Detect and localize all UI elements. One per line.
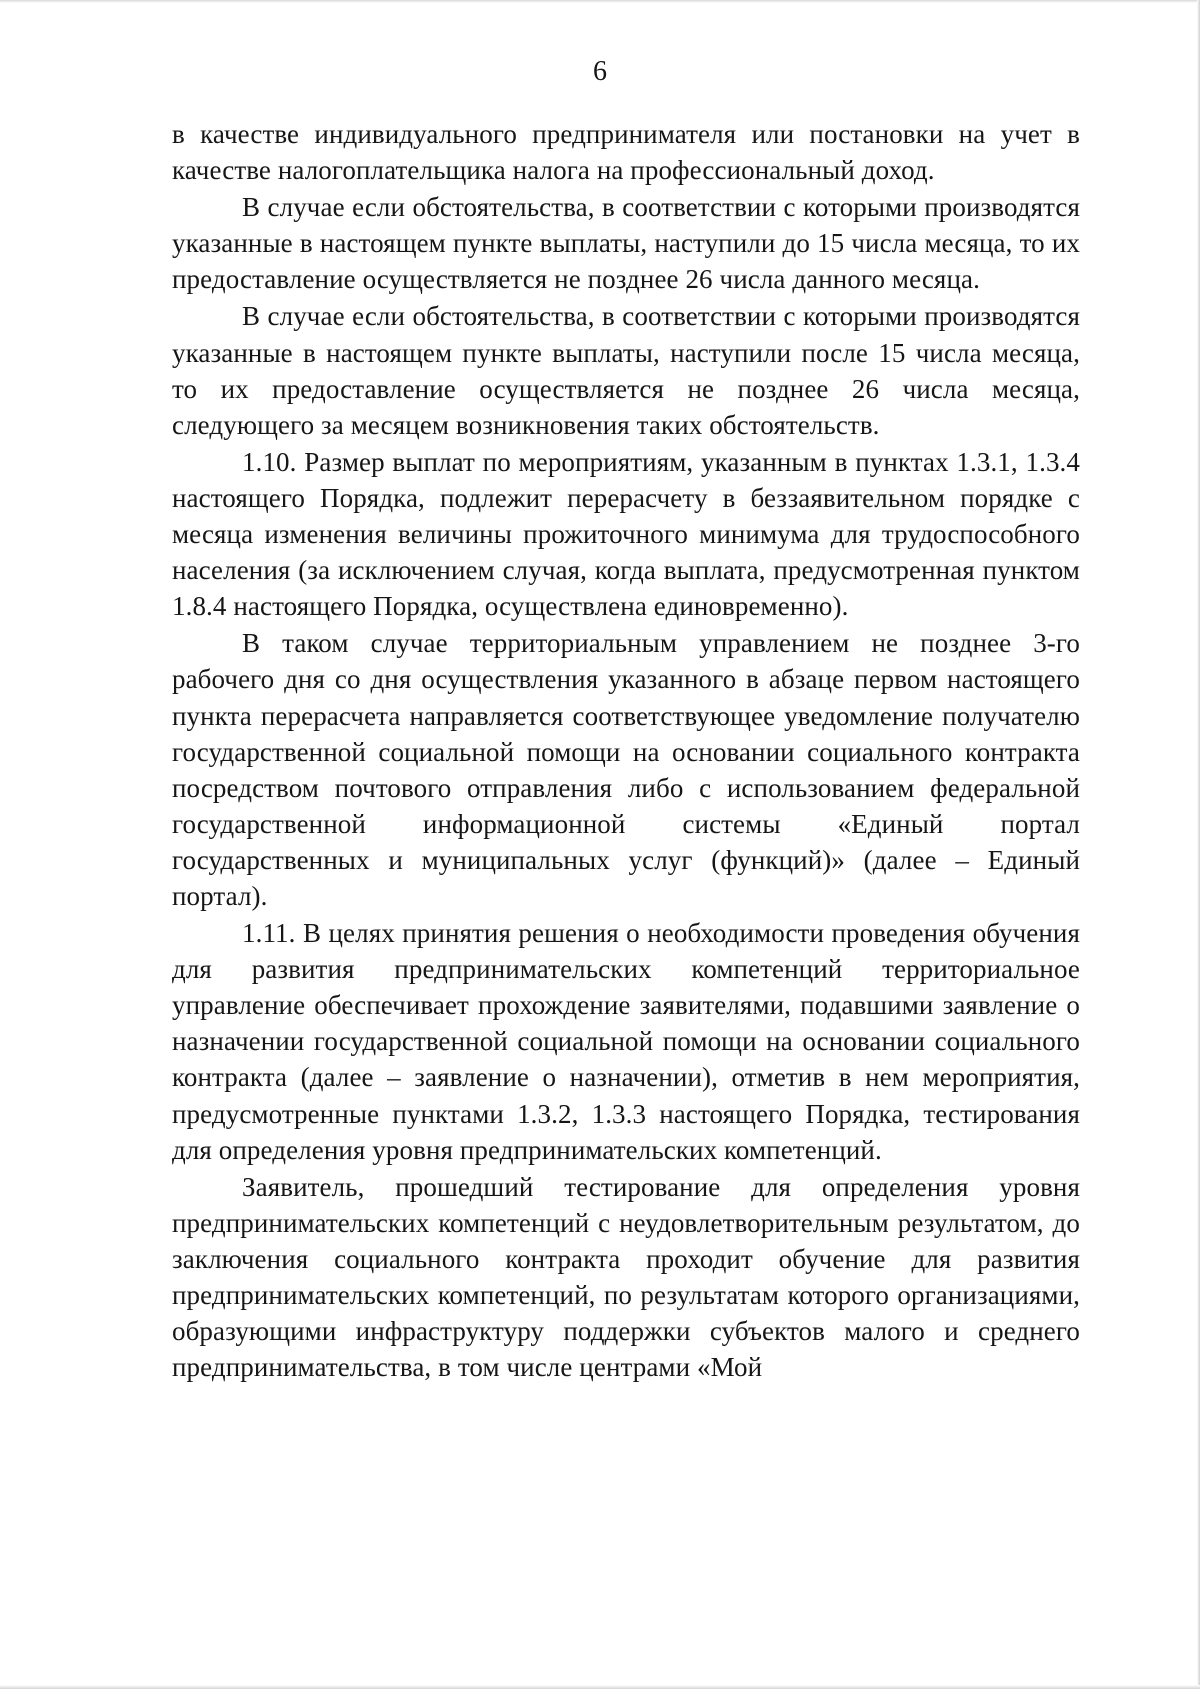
- paragraph-1-10: 1.10. Размер выплат по мероприятиям, указанным в пунктах 1.3.1, 1.3.4 настоящего Порядка, подлежит перерасчету в беззаявительном порядке с месяца изменения величины прожиточного минимума для трудоспособного населения (за исключением случая, когда выплата, предусмотренная пунктом 1.8.4 настоящего Порядка, осуществлена единовременно).: [172, 446, 1080, 622]
- scan-edge-top: [0, 0, 1200, 3]
- page-number: 6: [593, 56, 607, 87]
- paragraph-1-11: 1.11. В целях принятия решения о необходимости проведения обучения для развития предпринимательских компетенций территориальное управление обеспечивает прохождение заявителями, подавшими заявление о назначении государственной социальной помощи на основании социального контракта (далее – заявление о назначении), отметив в нем мероприятия, предусмотренные пунктами 1.3.2, 1.3.3 настоящего Порядка, тестирования для определения уровня предпринимательских компетенций.: [172, 918, 1080, 1165]
- scan-edge-bottom: [0, 1685, 1200, 1689]
- document-body: [172, 116, 1080, 1386]
- paragraph-after-15th: В случае если обстоятельства, в соответствии с которыми производятся указанные в настоящем пункте выплаты, наступили после 15 числа месяца, то их предоставление осуществляется не позднее 26 числа месяца, следующего за месяцем возникновения таких обстоятельств.: [172, 301, 1080, 440]
- paragraph-continuation: в качестве индивидуального предпринимателя или постановки на учет в качестве налогоплательщика налога на профессиональный доход.: [172, 119, 1080, 186]
- paragraph-before-15th: В случае если обстоятельства, в соответствии с которыми производятся указанные в настоящем пункте выплаты, наступили до 15 числа месяца, то их предоставление осуществляется не позднее 26 числа данного месяца.: [172, 192, 1080, 295]
- paragraph-applicant-training: Заявитель, прошедший тестирование для определения уровня предпринимательских компетенций с неудовлетворительным результатом, до заключения социального контракта проходит обучение для развития предпринимательских компетенций, по результатам которого организациями, образующими инфраструктуру поддержки субъектов малого и среднего предпринимательства, в том числе центрами «Мой: [172, 1171, 1080, 1383]
- paragraph-notification: В таком случае территориальным управлением не позднее 3-го рабочего дня со дня осуществления указанного в абзаце первом настоящего пункта перерасчета направляется соответствующее уведомление получателю государственной социальной помощи на основании социального контракта посредством почтового отправления либо с использованием федеральной государственной информационной системы «Единый портал государственных и муниципальных услуг (функций)» (далее – Единый портал).: [172, 628, 1080, 911]
